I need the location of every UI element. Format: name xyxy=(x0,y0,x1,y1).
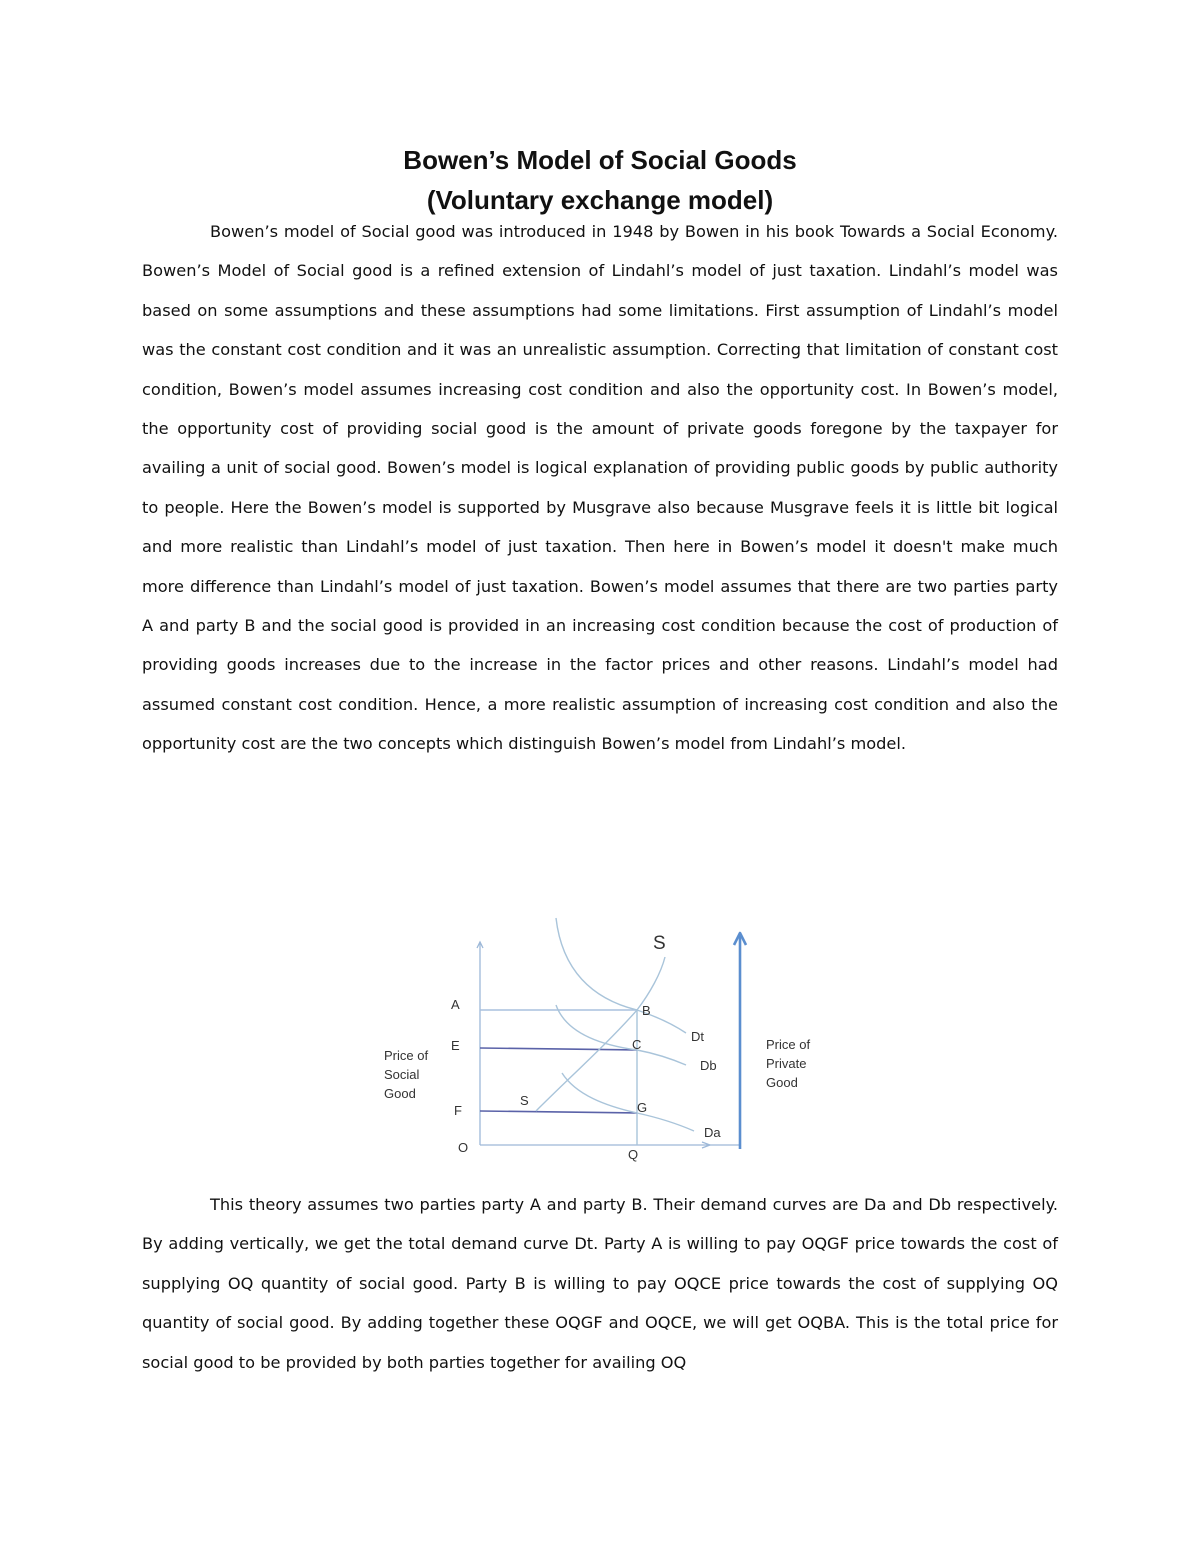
price-line-f xyxy=(480,1111,637,1113)
diagram-canvas xyxy=(370,905,830,1175)
price-line-e xyxy=(480,1048,637,1050)
bowen-model-diagram xyxy=(370,905,830,1175)
left-axis-label-line2: Social xyxy=(384,1067,420,1082)
right-axis-label-line3: Good xyxy=(766,1075,798,1090)
right-axis-label-line2: Private xyxy=(766,1056,807,1071)
supply-label-small: S xyxy=(520,1093,529,1108)
curve-label-dt: Dt xyxy=(691,1029,704,1044)
point-label-e: E xyxy=(451,1038,460,1053)
demand-curve-db xyxy=(556,1005,686,1065)
point-label-b: B xyxy=(642,1003,651,1018)
supply-curve xyxy=(536,957,665,1111)
right-axis-label-line1: Price of xyxy=(766,1037,811,1052)
point-label-o: O xyxy=(458,1140,469,1155)
curve-label-da: Da xyxy=(704,1125,721,1140)
total-demand-curve-dt xyxy=(556,918,686,1033)
body-paragraph-1: Bowen’s model of Social good was introduced in 1948 by Bowen in his book Towards a Social Economy. Bowen’s Model of Social good is a refined extension of Lindahl’s model of just taxation. Lindahl’s model was based on some assumptions and these assumptions had some limitations. First assumption of Lindahl’s model was the constant cost condition and it was an unrealistic assumption. Correcting that limitation of constant cost condition, Bowen’s model assumes increasing cost condition and also the opportunity cost. In Bowen’s model, the opportunity cost of providing social good is the amount of private goods foregone by the taxpayer for availing a unit of social good. Bowen’s model is logical explanation of providing public goods by public authority to people. Here the Bowen’s model is supported by Musgrave also because Musgrave feels it is little bit logical and more realistic than Lindahl’s model of just taxation. Then here in Bowen’s model it doesn't make much more difference than Lindahl’s model of just taxation. Bowen’s model assumes that there are two parties party A and party B and the social good is provided in an increasing cost condition because the cost of production of providing goods increases due to the increase in the factor prices and other reasons. Lindahl’s model had assumed constant cost condition. Hence, a more realistic assumption of increasing cost condition and also the opportunity cost are the two concepts which distinguish Bowen’s model from Lindahl’s model. xyxy=(142,222,1058,754)
document-subtitle: (Voluntary exchange model) xyxy=(426,185,774,215)
demand-curve-da xyxy=(562,1073,694,1131)
left-axis-label-line1: Price of xyxy=(384,1048,429,1063)
curve-label-db: Db xyxy=(700,1058,717,1073)
point-label-g: G xyxy=(637,1100,648,1115)
left-axis-label-line3: Good xyxy=(384,1086,416,1101)
body-paragraph-2: This theory assumes two parties party A and party B. Their demand curves are Da and Db respectively. By adding vertically, we get the total demand curve Dt. Party A is willing to pay OQGF price towards the cost of supplying OQ quantity of social good. Party B is willing to pay OQCE price towards the cost of supplying OQ quantity of social good. By adding together these OQGF and OQCE, we will get OQBA. This is the total price for social good to be provided by both parties together for availing OQ xyxy=(142,1195,1058,1372)
supply-label-large: S xyxy=(653,933,666,954)
point-label-a: A xyxy=(451,997,460,1012)
point-label-q: Q xyxy=(628,1147,639,1162)
point-label-c: C xyxy=(632,1037,642,1052)
document-title: Bowen’s Model of Social Goods xyxy=(403,145,797,175)
point-label-f: F xyxy=(454,1103,462,1118)
